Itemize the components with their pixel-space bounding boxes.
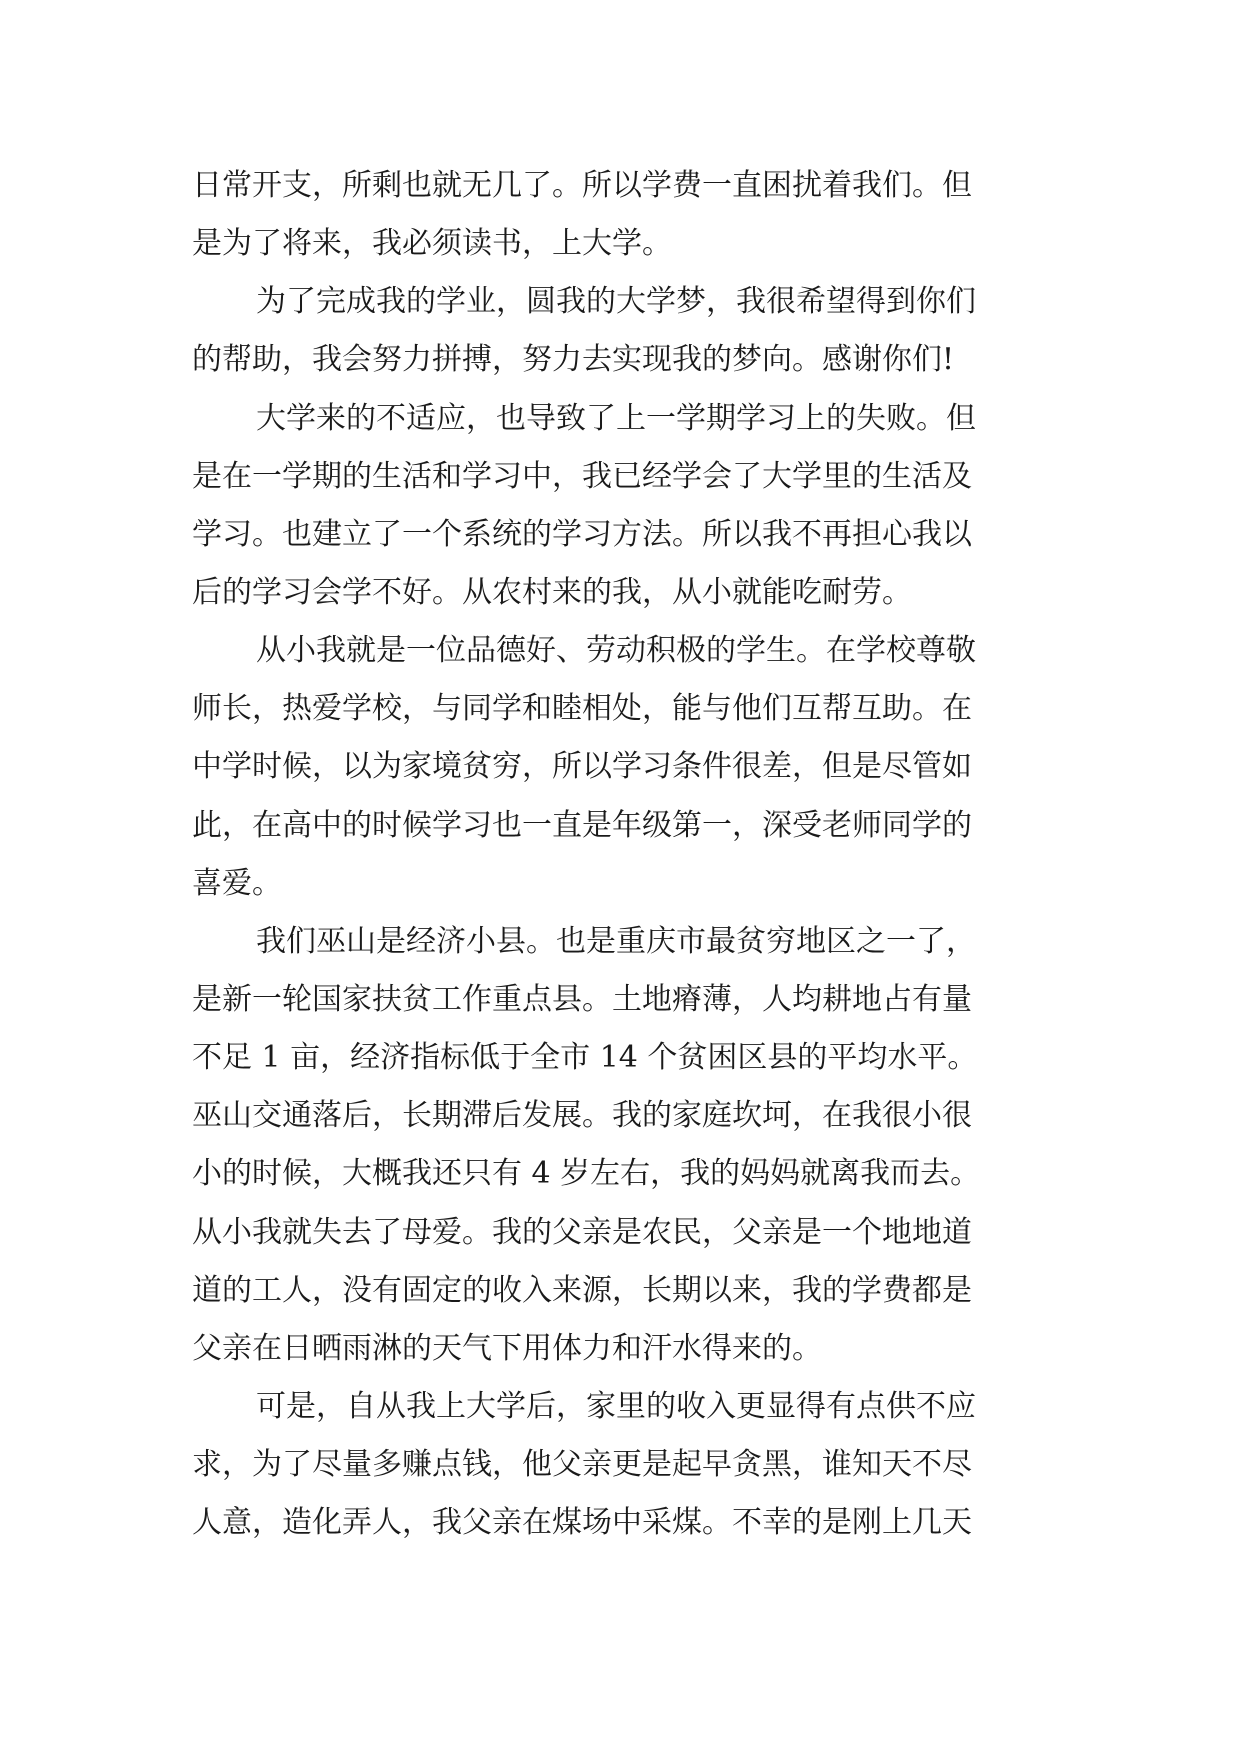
text-line: 此，在高中的时候学习也一直是年级第一，深受老师同学的 (192, 807, 972, 843)
text-line: 学习。也建立了一个系统的学习方法。所以我不再担心我以 (192, 516, 972, 552)
text-line: 道的工人，没有固定的收入来源，长期以来，我的学费都是 (192, 1272, 972, 1308)
paragraph-first-line: 我们巫山是经济小县。也是重庆市最贫穷地区之一了， (256, 923, 976, 959)
paragraph-first-line: 大学来的不适应，也导致了上一学期学习上的失败。但 (256, 400, 976, 436)
text-line: 父亲在日晒雨淋的天气下用体力和汗水得来的。 (192, 1330, 822, 1366)
text-line: 的帮助，我会努力拼搏，努力去实现我的梦向。感谢你们! (192, 342, 955, 378)
text-line: 喜爱。 (192, 865, 282, 901)
body-text (192, 157, 1052, 1552)
text-line: 从小我就失去了母爱。我的父亲是农民，父亲是一个地地道 (192, 1214, 972, 1250)
text-line: 是为了将来，我必须读书，上大学。 (192, 226, 672, 262)
text-line: 是在一学期的生活和学习中，我已经学会了大学里的生活及 (192, 458, 972, 494)
paragraph-first-line: 从小我就是一位品德好、劳动积极的学生。在学校尊敬 (256, 633, 976, 669)
text-line: 巫山交通落后，长期滞后发展。我的家庭坎坷，在我很小很 (192, 1098, 972, 1134)
text-line: 是新一轮国家扶贫工作重点县。土地瘠薄，人均耕地占有量 (192, 981, 972, 1017)
paragraph-first-line: 可是，自从我上大学后，家里的收入更显得有点供不应 (256, 1388, 976, 1424)
paragraph-first-line: 为了完成我的学业，圆我的大学梦，我很希望得到你们 (256, 284, 976, 320)
text-line: 日常开支，所剩也就无几了。所以学费一直困扰着我们。但 (192, 168, 972, 203)
text-line: 不足 1 亩，经济指标低于全市 14 个贫困区县的平均水平。 (192, 1040, 978, 1076)
text-line: 求，为了尽量多赚点钱，他父亲更是起早贪黑，谁知天不尽 (192, 1447, 972, 1483)
text-line: 后的学习会学不好。从农村来的我，从小就能吃耐劳。 (192, 574, 912, 610)
text-line: 师长，热爱学校，与同学和睦相处，能与他们互帮互助。在 (192, 691, 972, 727)
text-line: 人意，造化弄人，我父亲在煤场中采煤。不幸的是刚上几天 (192, 1505, 972, 1541)
text-line: 中学时候，以为家境贫穷，所以学习条件很差，但是尽管如 (192, 749, 972, 785)
text-line: 小的时候，大概我还只有 4 岁左右，我的妈妈就离我而去。 (192, 1156, 981, 1192)
